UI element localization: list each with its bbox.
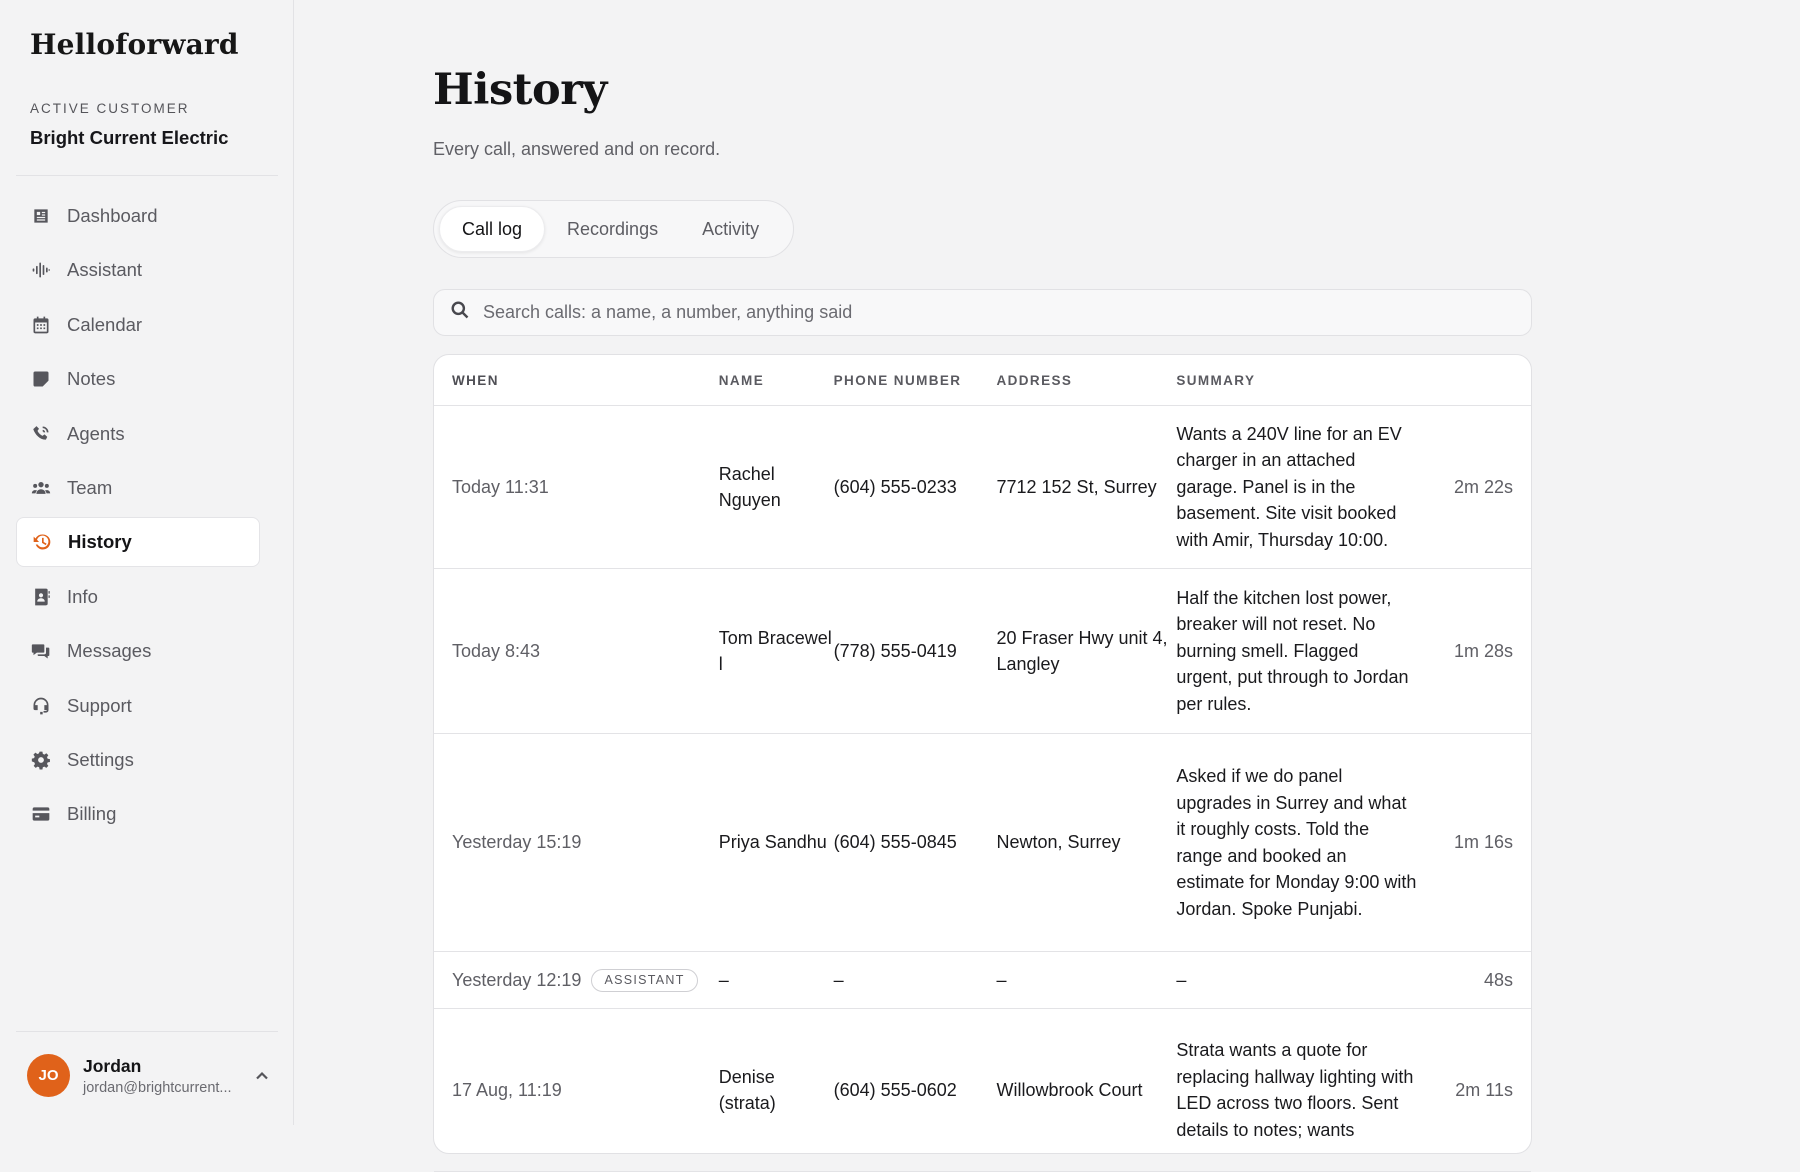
table-row[interactable] — [434, 734, 1531, 952]
sidebar-item-history[interactable] — [16, 517, 260, 567]
column-header-summary[interactable]: SUMMARY — [1176, 372, 1256, 388]
cell-address: Willowbrook Court — [996, 1079, 1143, 1100]
user-menu[interactable] — [27, 1054, 272, 1097]
headset-icon — [30, 695, 52, 717]
sidebar-item-label: Dashboard — [67, 205, 158, 226]
gear-icon — [30, 749, 52, 771]
sidebar-item-billing[interactable] — [16, 789, 260, 839]
cell-address: – — [996, 969, 1007, 990]
table-row[interactable] — [434, 952, 1531, 1009]
cell-when: Today 8:43 — [452, 640, 541, 661]
sidebar-item-label: Messages — [67, 640, 152, 662]
cell-duration: 2m 11s — [1455, 1079, 1513, 1100]
search-input[interactable] — [483, 302, 1483, 323]
sidebar-item-label: Team — [67, 476, 113, 498]
cell-duration: 1m 16s — [1453, 832, 1513, 853]
cell-name: Denise (strata) — [718, 1066, 776, 1113]
sidebar-item-info[interactable] — [16, 572, 260, 622]
active-customer-label: ACTIVE CUSTOMER — [30, 101, 190, 116]
column-header-phone[interactable]: PHONE NUMBER — [833, 372, 962, 388]
cell-when: Today 11:31 — [452, 476, 549, 497]
cell-duration: 48s — [1483, 969, 1513, 990]
cell-summary: Wants a 240V line for an EV charger in an attached garage. Panel is in the basement. Site visit booked with Amir, Thursday 10:00. — [1176, 423, 1402, 550]
cell-name: Priya Sandhu — [718, 832, 827, 853]
user-email: jordan@brightcurrent... — [83, 1079, 232, 1096]
cell-summary: Asked if we do panel upgrades in Surrey and what it roughly costs. Told the range and booked an estimate for Monday 9:00 with Jordan. Spoke Punjabi. — [1176, 766, 1417, 919]
search-icon — [450, 300, 470, 325]
dashboard-icon — [30, 205, 52, 227]
contact-card-icon — [30, 586, 52, 608]
cell-duration: 2m 22s — [1453, 476, 1513, 497]
avatar: JO — [27, 1054, 70, 1097]
tab-bar — [433, 200, 794, 258]
sidebar-item-calendar[interactable] — [16, 300, 260, 350]
sidebar-item-label: History — [68, 531, 132, 553]
cell-address: 7712 152 St, Surrey — [996, 476, 1157, 497]
history-icon — [31, 531, 53, 553]
cell-duration: 1m 28s — [1453, 640, 1513, 661]
cell-name: – — [718, 969, 729, 990]
cell-phone: (604) 555-0845 — [833, 832, 957, 853]
tab-activity[interactable]: Activity — [702, 218, 760, 239]
sidebar-item-label: Settings — [67, 748, 134, 770]
sidebar-item-label: Notes — [67, 368, 116, 390]
sidebar-item-label: Agents — [67, 422, 125, 444]
cell-address: Newton, Surrey — [996, 832, 1121, 853]
cell-when — [434, 967, 719, 994]
sidebar-item-label: Calendar — [67, 313, 143, 335]
page-title: History — [433, 65, 607, 115]
sidebar — [0, 0, 294, 1125]
cell-address: 20 Fraser Hwy unit 4, Langley — [996, 627, 1168, 674]
cell-phone: – — [833, 969, 844, 990]
cell-when-text: Yesterday 12:19 — [452, 969, 582, 990]
sidebar-divider — [16, 175, 278, 176]
cell-summary: Strata wants a quote for replacing hallway lighting with LED across two floors. Sent details to notes; wants — [1176, 1040, 1414, 1140]
cell-name: Tom Bracewell — [718, 627, 832, 674]
table-row[interactable] — [434, 569, 1531, 734]
column-header-name[interactable]: NAME — [718, 372, 765, 388]
cell-summary: Half the kitchen lost power, breaker will not reset. No burning smell. Flagged urgent, put through to Jordan per rules. — [1176, 587, 1409, 714]
table-row[interactable] — [434, 406, 1531, 569]
sidebar-item-messages[interactable] — [16, 626, 260, 676]
sidebar-item-agents[interactable] — [16, 409, 260, 459]
call-log-table — [433, 354, 1532, 1154]
phone-icon — [30, 423, 52, 445]
sidebar-item-settings[interactable] — [16, 735, 260, 785]
note-icon — [30, 368, 52, 390]
cell-when: 17 Aug, 11:19 — [452, 1079, 562, 1100]
cell-phone: (604) 555-0233 — [833, 476, 957, 497]
assistant-badge: ASSISTANT — [591, 969, 697, 992]
sidebar-item-label: Info — [67, 585, 98, 607]
calendar-icon — [30, 314, 52, 336]
sidebar-nav — [16, 191, 260, 844]
table-header — [434, 355, 1531, 406]
team-icon — [30, 477, 52, 499]
sidebar-item-notes[interactable] — [16, 354, 260, 404]
cell-when: Yesterday 15:19 — [452, 832, 582, 853]
cell-phone: (604) 555-0602 — [833, 1079, 957, 1100]
cell-name: Rachel Nguyen — [718, 463, 781, 510]
sidebar-item-label: Assistant — [67, 259, 143, 281]
sidebar-item-assistant[interactable] — [16, 245, 260, 295]
sidebar-item-support[interactable] — [16, 681, 260, 731]
column-header-when[interactable]: WHEN — [452, 372, 499, 388]
sidebar-divider — [16, 1031, 278, 1032]
page-subtitle: Every call, answered and on record. — [433, 139, 721, 159]
tab-recordings[interactable]: Recordings — [567, 218, 659, 239]
credit-card-icon — [30, 803, 52, 825]
table-row[interactable] — [434, 1009, 1531, 1172]
user-name: Jordan — [83, 1055, 142, 1076]
tab-call-log[interactable]: Call log — [439, 206, 545, 252]
column-header-address[interactable]: ADDRESS — [996, 372, 1073, 388]
chat-icon — [30, 640, 52, 662]
sidebar-item-label: Support — [67, 694, 132, 716]
cell-summary: – — [1176, 969, 1187, 990]
brand-logo[interactable]: Helloforward — [30, 28, 239, 61]
cell-phone: (778) 555-0419 — [833, 640, 957, 661]
chevron-up-icon[interactable] — [252, 1066, 272, 1086]
sidebar-item-team[interactable] — [16, 463, 260, 513]
active-customer-name: Bright Current Electric — [30, 127, 229, 148]
search-bar — [433, 289, 1532, 336]
sidebar-item-dashboard[interactable] — [16, 191, 260, 241]
waveform-icon — [30, 259, 52, 281]
sidebar-item-label: Billing — [67, 803, 117, 825]
